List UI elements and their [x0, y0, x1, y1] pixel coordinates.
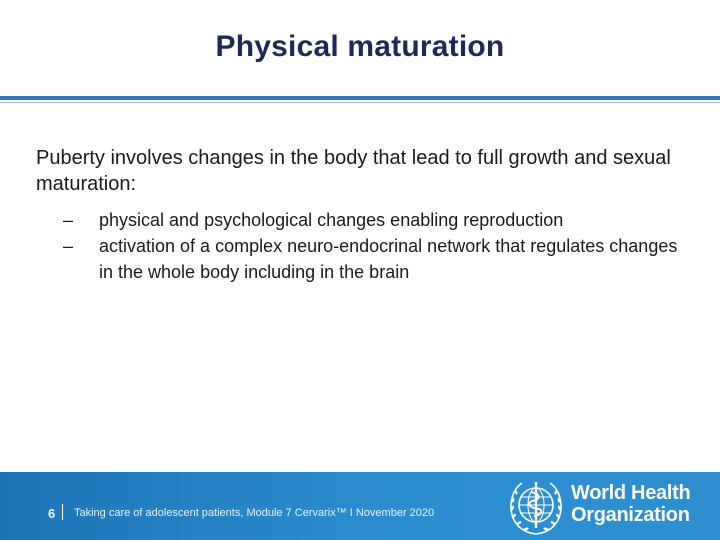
title-divider-thin: [0, 102, 720, 103]
lead-paragraph: Puberty involves changes in the body that lead to full growth and sexual maturation:: [36, 147, 671, 195]
bullet-dash: –: [63, 210, 74, 230]
footer-bar: [0, 472, 720, 540]
bullet-list: [36, 207, 696, 285]
bullet-text: activation of a complex neuro-endocrinal network that regulates changes in the whole body including in the brain: [99, 236, 678, 282]
page-number: 6: [48, 506, 56, 521]
footer-text: Taking care of adolescent patients, Module 7 Cervarix™ I November 2020: [74, 507, 435, 519]
bullet-text: physical and psychological changes enabling reproduction: [99, 210, 564, 230]
footer-separator: [62, 504, 63, 520]
bullet-dash: –: [63, 236, 74, 256]
organization-name-line1: World Health: [571, 482, 691, 504]
bullet-item: [63, 233, 696, 285]
bullet-item: [63, 207, 696, 233]
who-emblem-icon: [505, 476, 567, 538]
title-divider: [0, 96, 720, 100]
slide-title: Physical maturation: [215, 30, 505, 63]
organization-name-line2: Organization: [571, 504, 690, 526]
organization-name: [571, 482, 711, 526]
slide-body: [36, 145, 696, 285]
